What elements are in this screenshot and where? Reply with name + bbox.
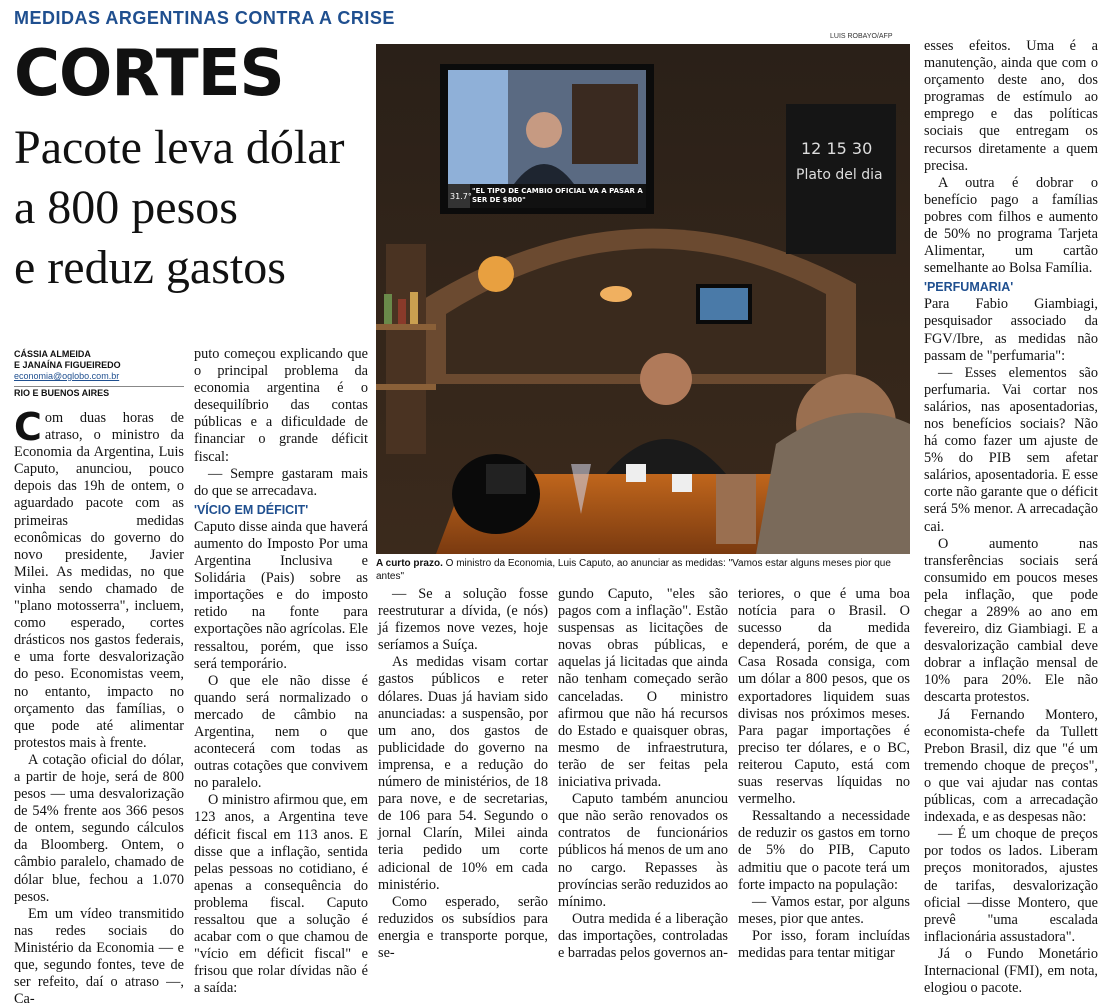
article-paragraph: Para Fabio Giambiagi, pesquisador associado da FGV/Ibre, as medidas não passam de "perfumaria": bbox=[924, 296, 1098, 364]
article-column-3 bbox=[378, 586, 548, 962]
article-column-1 bbox=[14, 405, 184, 1008]
caption-lead: A curto prazo. bbox=[376, 558, 443, 569]
subheadline-line: Pacote leva dólar bbox=[14, 121, 345, 174]
author-line: E JANAÍNA FIGUEIREDO bbox=[14, 360, 121, 370]
article-paragraph: O que ele não disse é quando será normalizado o mercado de câmbio na Argentina, nem o que acontecerá com todas as outras cotações que convivem no paralelo. bbox=[194, 672, 368, 792]
restaurant-scene-image bbox=[376, 44, 910, 554]
dateline: RIO E BUENOS AIRES bbox=[14, 388, 110, 398]
article-paragraph: O ministro afirmou que, em 123 anos, a Argentina teve déficit fiscal em 113 anos. E disse que a inflação, sentida pelas pessoas no cotidiano, é apenas a consequência do problema fiscal. Caputo ressaltou que a solução é acabar com o que chamou de "vício em déficit fiscal" e frisou que rolar dívidas não é a saída: bbox=[194, 792, 368, 997]
article-paragraph: O aumento nas transferências sociais será consumido em poucos meses pela inflação, que pode chegar a 289% ao ano em fevereiro, diz Giambiagi. E a desvalorização cambial deve dobrar a inflação mensal de 10% para 20%. Ele não descarta protestos. bbox=[924, 535, 1098, 706]
article-paragraph: A cotação oficial do dólar, a partir de hoje, será de 800 pesos — uma desvalorização de 54% frente aos 366 pesos de ontem, segundo cálculos da Bloomberg. Ontem, o câmbio paralelo, chamado de dólar blue, fechou a 1.070 pesos. bbox=[14, 751, 184, 905]
subheadline-line: e reduz gastos bbox=[14, 241, 286, 294]
headline: CORTES bbox=[14, 37, 284, 111]
article-column-5 bbox=[738, 586, 910, 962]
article-paragraph: Por isso, foram incluídas medidas para tentar mitigar bbox=[738, 927, 910, 961]
subheadline-line: a 800 pesos bbox=[14, 181, 238, 234]
article-paragraph: Outra medida é a liberação das importações, controladas e barradas pelos governos an- bbox=[558, 910, 728, 961]
article-paragraph: Já o Fundo Monetário Internacional (FMI), em nota, elogiou o pacote. bbox=[924, 945, 1098, 997]
article-paragraph: — Se a solução fosse reestruturar a dívida, (e nós) já fizemos nove vezes, hoje seríamos a Suíça. bbox=[378, 586, 548, 654]
article-paragraph: gundo Caputo, "eles são pagos com a inflação". Estão suspensas as licitações de novas obras públicas, e aquelas já licitadas que ainda não tenham começado serão canceladas. O ministro afirmou que não há recursos do Estado e quaisquer obras, mesmo de infraestrutura, terão de ser feitas pela iniciativa privada. bbox=[558, 586, 728, 791]
tv-temperature: 31.7° bbox=[450, 192, 472, 201]
article-paragraph: teriores, o que é uma boa notícia para o Brasil. O sucesso da medida dependerá, porém, de que a Casa Rosada consiga, com um dólar a 800 pesos, que os exportadores liquidem suas divisas nos próximos meses. Para pagar importações é preciso ter dólares, e o BC, reiterou Caputo, está com suas reservas líquidas no vermelho. bbox=[738, 586, 910, 808]
drop-cap: C bbox=[14, 405, 42, 449]
article-paragraph: esses efeitos. Uma é a manutenção, ainda que com o orçamento deste ano, dos programas de estímulo ao emprego e das políticas sociais que entregam os recursos diretamente a quem precisa. bbox=[924, 38, 1098, 174]
subheadline bbox=[14, 118, 374, 298]
section-kicker: MEDIDAS ARGENTINAS CONTRA A CRISE bbox=[14, 8, 395, 28]
article-paragraph: Como esperado, serão reduzidos os subsídios para energia e transporte porque, se- bbox=[378, 893, 548, 961]
article-paragraph: Ressaltando a necessidade de reduzir os gastos em torno de 5% do PIB, Caputo admitiu que o pacote terá um forte impacto na população: bbox=[738, 808, 910, 893]
caption-text: O ministro da Economia, Luis Caputo, ao anunciar as medidas: "Vamos estar alguns meses pior que antes" bbox=[376, 558, 891, 582]
byline bbox=[14, 349, 184, 399]
svg-text:12 15 30: 12 15 30 bbox=[801, 139, 873, 158]
article-paragraph: puto começou explicando que o principal problema da economia argentina é o desequilíbrio das contas públicas e a dificuldade de financiar o grande déficit fiscal: bbox=[194, 346, 368, 465]
article-paragraph: Caputo disse ainda que haverá aumento do Imposto Por uma Argentina Inclusiva e Solidária (Pais) sobre as importações e do imposto retido na fonte para exportações não agrícolas. Ele ressaltou, porém, que isso será temporário. bbox=[194, 518, 368, 672]
article-paragraph: — Esses elementos são perfumaria. Vai cortar nos salários, nas aposentadorias, nos benefícios sociais? Não há como fazer um ajuste de 5% do PIB sem afetar salários, aposentadoria. E esse corte não garante que o déficit será 5% menor. A arrecadação cai. bbox=[924, 364, 1098, 535]
article-paragraph: — Vamos estar, por alguns meses, pior que antes. bbox=[738, 893, 910, 927]
article-column-2 bbox=[194, 346, 368, 997]
article-column-6 bbox=[924, 38, 1098, 997]
svg-text:Plato del dia: Plato del dia bbox=[796, 167, 883, 183]
photo-caption bbox=[376, 557, 916, 583]
tv-chyron: "EL TIPO DE CAMBIO OFICIAL VA A PASAR A SER DE $800" bbox=[472, 187, 643, 204]
author-line: CÁSSIA ALMEIDA bbox=[14, 349, 91, 359]
news-photo bbox=[376, 44, 910, 554]
photo-credit: LUIS ROBAYO/AFP bbox=[830, 33, 893, 40]
article-paragraph: — É um choque de preços por todos os lados. Liberam preços monitorados, ajustes de tarifas, desvalorização oficial —disse Montero, que prevê "uma escalada inflacionária assustadora". bbox=[924, 826, 1098, 945]
author-email-link[interactable]: economia@oglobo.com.br bbox=[14, 371, 120, 381]
section-subhead: 'PERFUMARIA' bbox=[924, 280, 1014, 295]
article-paragraph: Com duas horas de atraso, o ministro da Economia da Argentina, Luis Caputo, anunciou, pouco depois das 19h de ontem, o aguardado pacote com as primeiras medidas econômicas do governo do novo presidente, Javier Milei. As medidas, no que vinha sendo chamado de "plano motosserra", incluem, como esperado, cortes drásticos nos gastos federais, e uma forte desvalorização do peso. Economistas veem, no entanto, impacto no orçamento das famílias, o que pode até alimentar protestos mais à frente. bbox=[14, 405, 184, 751]
section-subhead: 'VÍCIO EM DÉFICIT' bbox=[194, 502, 309, 517]
article-column-4 bbox=[558, 586, 728, 962]
article-paragraph: Caputo também anunciou que não serão renovados os contratos de funcionários públicos há menos de um ano no cargo. Repasses às províncias serão reduzidos ao mínimo. bbox=[558, 791, 728, 910]
byline-divider bbox=[14, 386, 184, 387]
article-paragraph: A outra é dobrar o benefício pago a famílias pobres com filhos e aumento de 50% no programa Tarjeta Alimentar, um cartão semelhante ao Bolsa Família. bbox=[924, 174, 1098, 277]
article-paragraph: Já Fernando Montero, economista-chefe da Tullett Prebon Brasil, diz que "é um tremendo choque de preços", o que vai ajudar nas contas públicas, com a arrecadação indexada, e as despesas não: bbox=[924, 706, 1098, 826]
article-paragraph: — Sempre gastaram mais do que se arrecadava. bbox=[194, 465, 368, 499]
article-paragraph: As medidas visam cortar gastos públicos e reter dólares. Duas já haviam sido anunciadas: a suspensão, por um ano, dos gastos de publicidade do governo na imprensa, e a redução do número de ministérios, de 18 para nove, e de secretarias, de 106 para 54. Segundo o jornal Clarín, Milei ainda teria pedido um corte adicional de 10% em cada ministério. bbox=[378, 654, 548, 893]
article-paragraph: Em um vídeo transmitido nas redes sociais do Ministério da Economia — e que, segundo fontes, teve de ser refeito, daí o atraso —, Ca- bbox=[14, 905, 184, 1008]
